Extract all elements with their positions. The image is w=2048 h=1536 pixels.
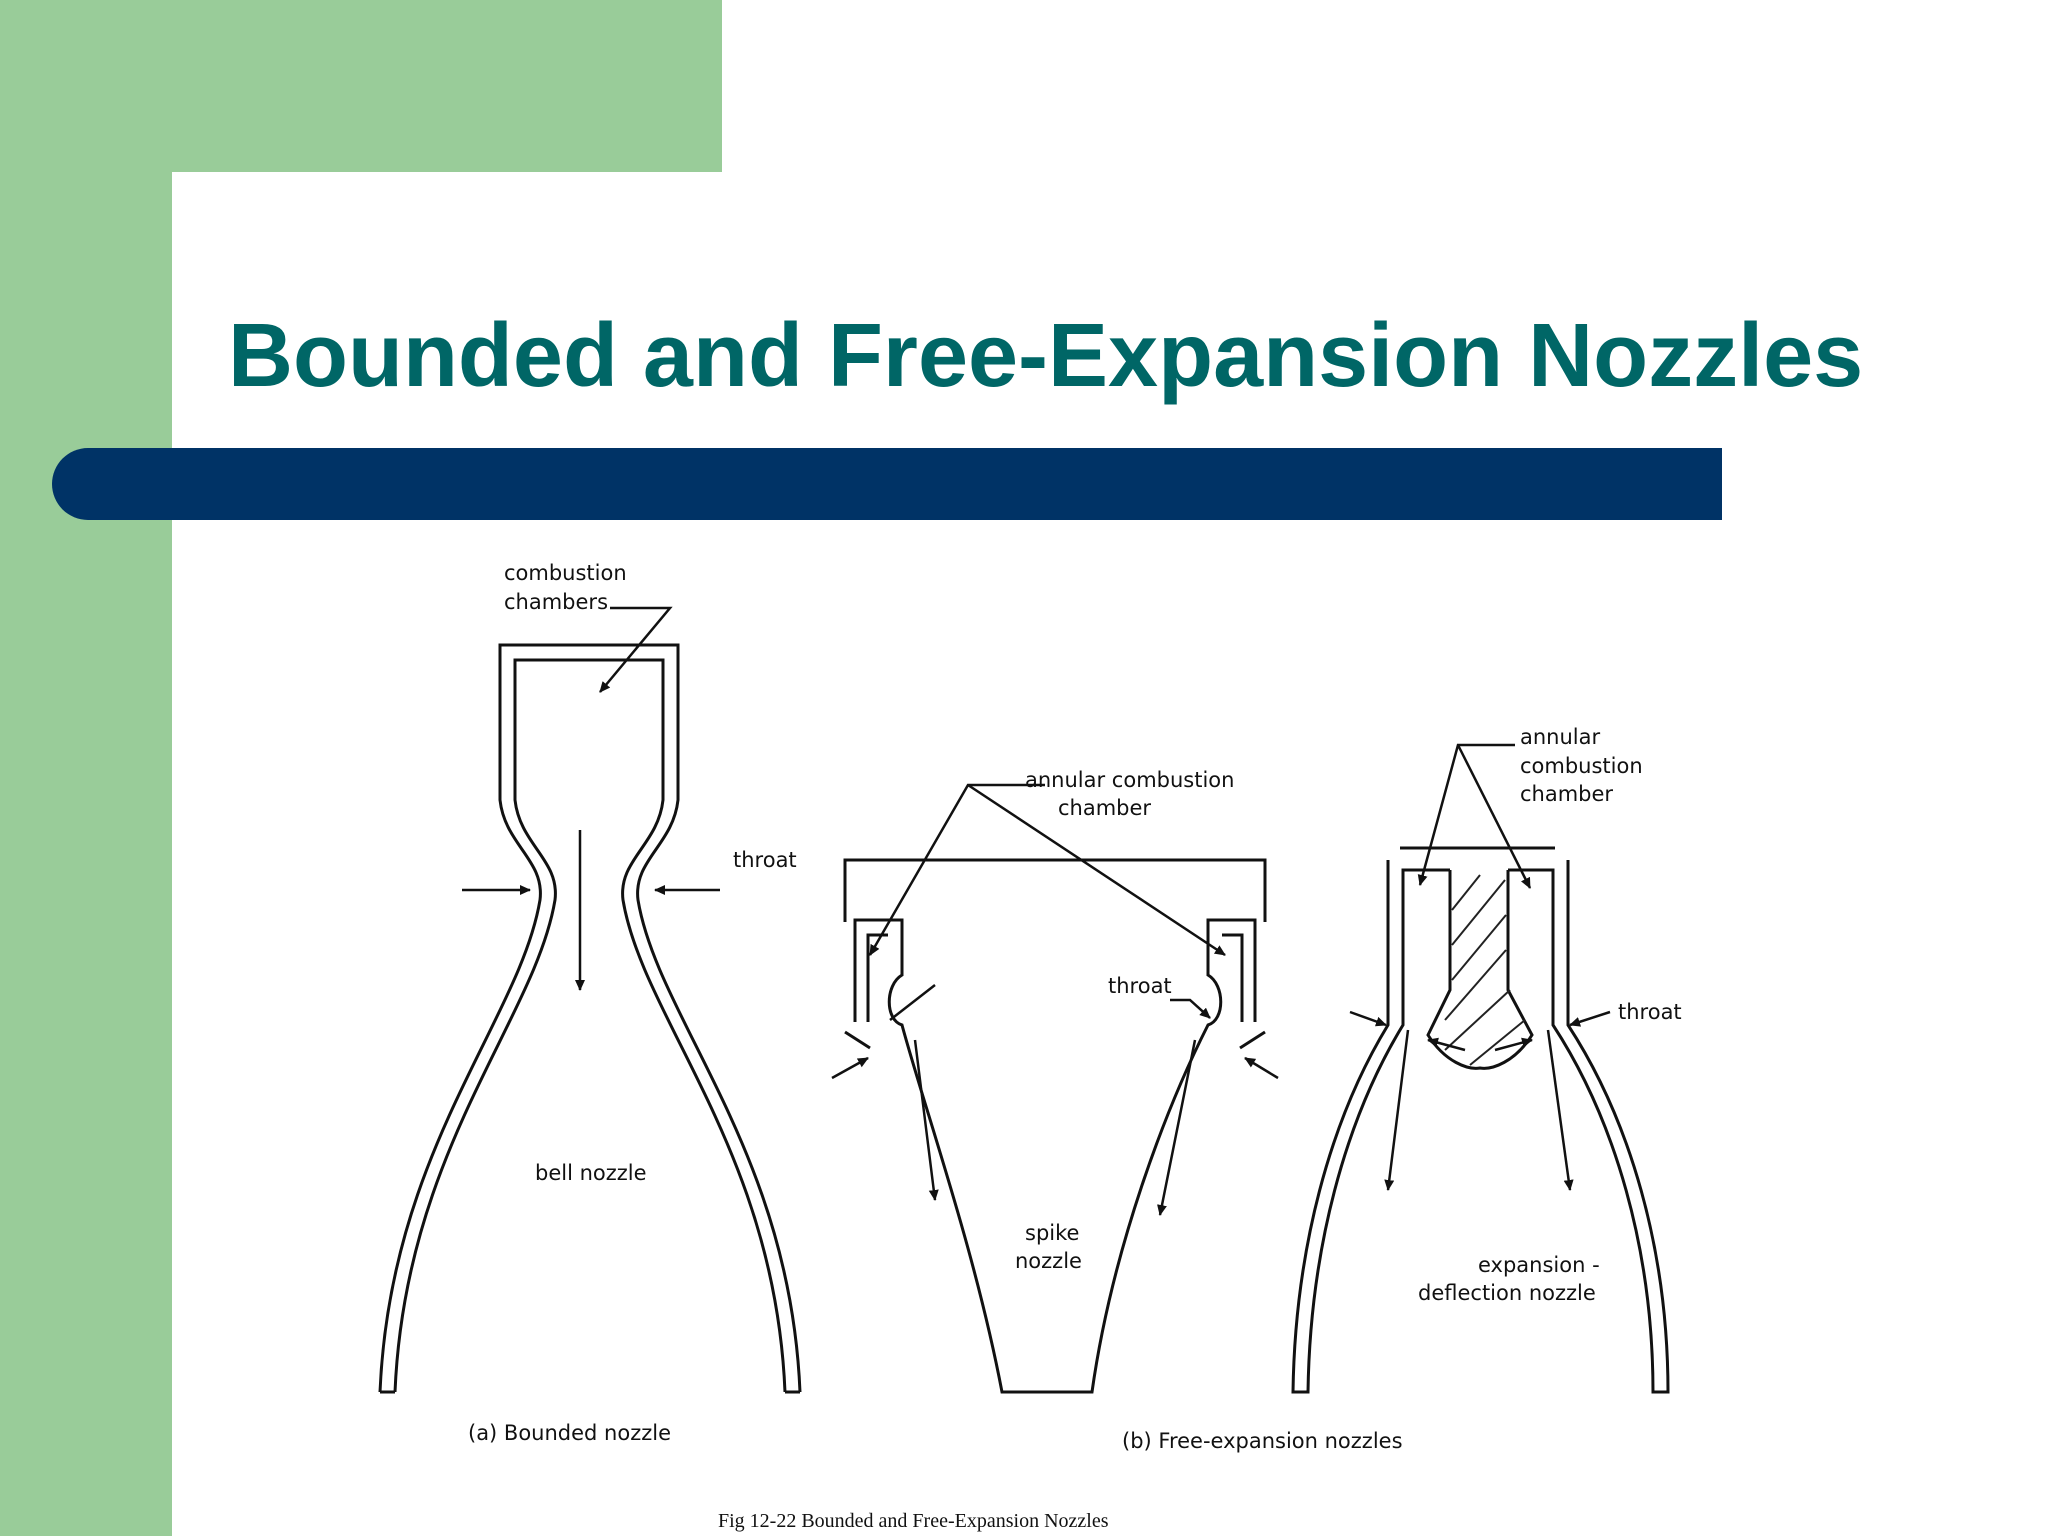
label-throat-c: throat xyxy=(1618,1000,1682,1024)
label-expansion-deflection-nozzle-1: expansion - xyxy=(1478,1253,1600,1277)
label-throat-b: throat xyxy=(1108,974,1172,998)
figure-caption: Fig 12-22 Bounded and Free-Expansion Nozzles xyxy=(718,1510,1109,1532)
label-annular-combustion-chamber-b-2: chamber xyxy=(1058,796,1152,820)
slide-title: Bounded and Free-Expansion Nozzles xyxy=(228,306,1864,406)
caption-a: (a) Bounded nozzle xyxy=(468,1421,672,1445)
label-annular-combustion-chamber-c-3: chamber xyxy=(1520,782,1614,806)
label-combustion-chambers-2: chambers xyxy=(504,590,609,614)
spike-hatching xyxy=(1445,875,1525,1065)
label-annular-combustion-chamber-b-1: annular combustion xyxy=(1025,768,1235,792)
label-annular-combustion-chamber-c-1: annular xyxy=(1520,725,1601,749)
label-spike-nozzle-2: nozzle xyxy=(1015,1249,1082,1273)
label-expansion-deflection-nozzle-2: deflection nozzle xyxy=(1418,1281,1596,1305)
label-annular-combustion-chamber-c-2: combustion xyxy=(1520,754,1643,778)
label-bell-nozzle: bell nozzle xyxy=(535,1161,647,1185)
label-spike-nozzle-1: spike xyxy=(1025,1221,1080,1245)
caption-b: (b) Free-expansion nozzles xyxy=(1122,1429,1403,1453)
label-throat-a: throat xyxy=(733,848,797,872)
spike-nozzle-drawing xyxy=(832,785,1278,1392)
bell-nozzle-drawing xyxy=(380,608,800,1392)
label-combustion-chambers-1: combustion xyxy=(504,561,627,585)
